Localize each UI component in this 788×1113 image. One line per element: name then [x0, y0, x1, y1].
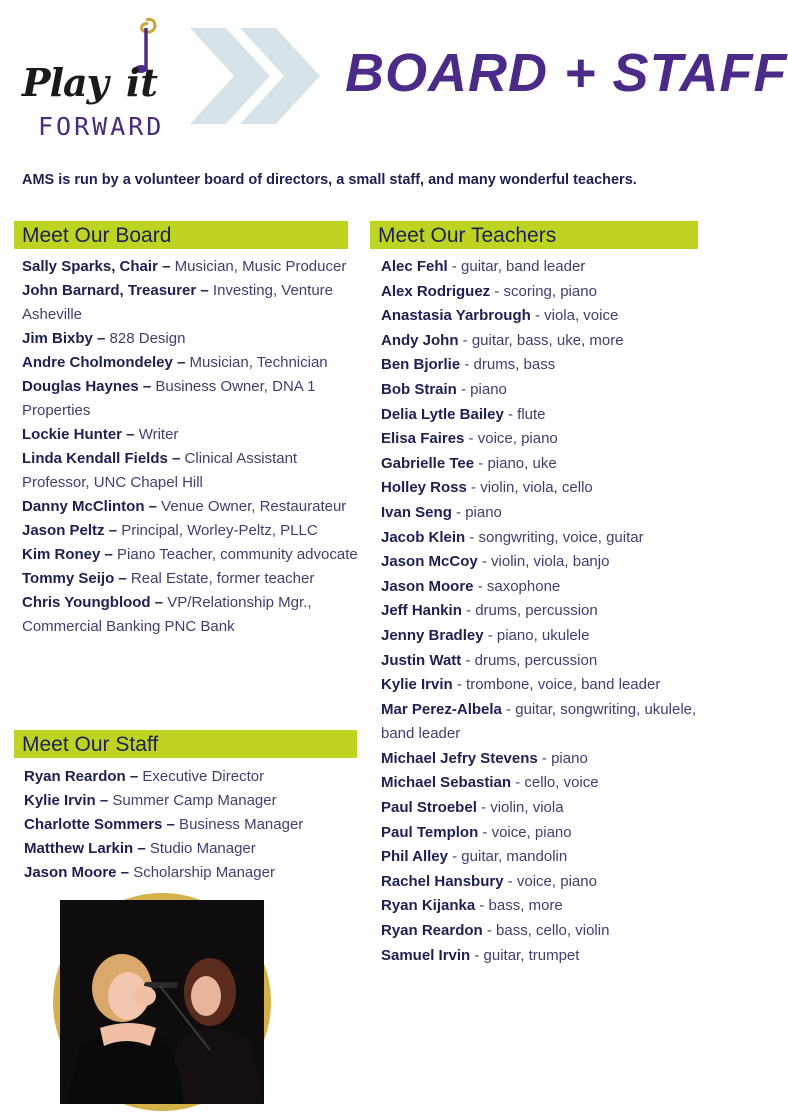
board-member — [22, 375, 367, 423]
member-role: Venue Owner, Restaurateur — [157, 498, 347, 515]
teacher-item — [381, 403, 701, 428]
member-role: Summer Camp Manager — [108, 792, 277, 809]
member-role: - drums, bass — [460, 356, 556, 374]
member-name: Ryan Kijanka — [381, 897, 476, 915]
staff-member — [24, 861, 354, 885]
member-name: Jim Bixby – — [22, 330, 106, 347]
teacher-item — [381, 304, 701, 329]
member-role: - voice, piano — [464, 430, 558, 448]
teacher-item — [381, 452, 701, 477]
board-member — [22, 567, 367, 591]
performers-photo — [60, 900, 264, 1104]
member-role: VP/Relationship Mgr., Commercial Banking PNC Bank — [22, 594, 312, 635]
logo-forward-text: FORWARD — [38, 112, 165, 141]
board-member — [22, 423, 367, 447]
page-title: BOARD + STAFF — [345, 43, 788, 103]
member-role: - guitar, trumpet — [470, 946, 580, 964]
member-name: Paul Stroebel — [381, 799, 477, 817]
member-name: Sally Sparks, Chair – — [22, 258, 171, 275]
board-heading: Meet Our Board — [14, 221, 348, 249]
member-name: Jeff Hankin — [381, 602, 462, 620]
board-member — [22, 447, 367, 495]
board-member — [22, 255, 367, 279]
member-name: Ivan Seng — [381, 503, 452, 521]
teacher-item — [381, 673, 701, 698]
teacher-item — [381, 944, 701, 969]
logo-it-text: it — [126, 60, 158, 105]
staff-heading: Meet Our Staff — [14, 730, 357, 758]
member-role: - violin, viola — [476, 799, 564, 817]
member-name: Linda Kendall Fields – — [22, 450, 181, 467]
member-role: - bass, more — [475, 897, 563, 915]
member-role: - piano — [456, 380, 507, 398]
member-name: Chris Youngblood – — [22, 594, 164, 611]
member-role: - drums, percussion — [461, 602, 598, 620]
staff-member — [24, 765, 354, 789]
member-role: Business Owner, DNA 1 Properties — [22, 378, 316, 419]
staff-member — [24, 813, 354, 837]
member-role: - cello, voice — [511, 774, 599, 792]
member-name: Paul Templon — [381, 823, 479, 841]
teacher-item — [381, 427, 701, 452]
member-role: Executive Director — [138, 768, 265, 785]
teacher-item — [381, 698, 701, 747]
teacher-item — [381, 255, 701, 280]
teacher-item — [381, 845, 701, 870]
member-role: - guitar, mandolin — [447, 848, 568, 866]
staff-member — [24, 837, 354, 861]
board-member — [22, 591, 367, 639]
member-role: - piano, uke — [474, 454, 557, 472]
member-name: Kylie Irvin – — [24, 792, 109, 809]
teacher-item — [381, 649, 701, 674]
teacher-item — [381, 329, 701, 354]
chevron-arrows-icon — [190, 28, 330, 124]
member-role: - drums, percussion — [461, 651, 598, 669]
member-name: Ben Bjorlie — [381, 356, 461, 374]
member-name: Jason Moore — [381, 577, 474, 595]
member-name: Douglas Haynes – — [22, 378, 152, 395]
member-role: - voice, piano — [503, 872, 597, 890]
member-name: Andy John — [381, 331, 459, 349]
staff-member — [24, 789, 354, 813]
teacher-item — [381, 550, 701, 575]
teacher-item — [381, 747, 701, 772]
member-name: Jason Peltz – — [22, 522, 118, 539]
member-name: Ryan Reardon – — [24, 768, 139, 785]
member-role: - guitar, band leader — [447, 258, 586, 275]
logo-play-text: Play — [22, 60, 108, 105]
member-name: Mar Perez-Albela — [381, 700, 502, 718]
member-name: Jason Moore – — [24, 864, 130, 881]
teachers-list — [381, 255, 701, 968]
board-member — [22, 327, 367, 351]
member-name: Samuel Irvin — [381, 946, 471, 964]
intro-text: AMS is run by a volunteer board of directors, a small staff, and many wonderful teachers. — [22, 172, 637, 188]
member-role: - piano — [537, 749, 588, 767]
member-name: Justin Watt — [381, 651, 462, 669]
teacher-item — [381, 919, 701, 944]
teacher-item — [381, 353, 701, 378]
member-name: Holley Ross — [381, 479, 467, 497]
teacher-item — [381, 501, 701, 526]
teacher-item — [381, 796, 701, 821]
member-role: - viola, voice — [530, 307, 619, 325]
member-name: Rachel Hansbury — [381, 872, 504, 890]
member-role: Piano Teacher, community advocate — [112, 546, 358, 563]
performers-photo-frame — [53, 893, 271, 1111]
member-role: - guitar, bass, uke, more — [458, 331, 624, 349]
teachers-heading: Meet Our Teachers — [370, 221, 698, 249]
member-name: Lockie Hunter – — [22, 426, 135, 443]
member-role: - piano, ukulele — [483, 626, 590, 644]
member-role: 828 Design — [105, 330, 186, 347]
member-role: - guitar, songwriting, ukulele, band leader — [381, 700, 697, 743]
member-name: Kylie Irvin — [381, 676, 453, 694]
member-name: Phil Alley — [381, 848, 448, 866]
member-name: Tommy Seijo – — [22, 570, 127, 587]
member-name: Danny McClinton – — [22, 498, 158, 515]
member-name: Jacob Klein — [381, 528, 466, 546]
member-role: - trombone, voice, band leader — [452, 676, 661, 694]
member-name: Delia Lytle Bailey — [381, 405, 504, 423]
member-role: Investing, Venture Asheville — [22, 282, 333, 323]
member-role: Real Estate, former teacher — [126, 570, 315, 587]
member-role: Studio Manager — [145, 840, 256, 857]
board-list — [22, 255, 367, 639]
singers-illustration — [60, 900, 264, 1104]
board-member — [22, 351, 367, 375]
member-role: - voice, piano — [478, 823, 572, 841]
member-name: Michael Sebastian — [381, 774, 512, 792]
member-role: - saxophone — [473, 577, 561, 595]
member-name: Jenny Bradley — [381, 626, 484, 644]
member-role: Principal, Worley-Peltz, PLLC — [117, 522, 318, 539]
member-name: John Barnard, Treasurer – — [22, 282, 209, 299]
member-name: Alex Rodriguez — [381, 282, 491, 300]
teacher-item — [381, 575, 701, 600]
teacher-item — [381, 599, 701, 624]
teacher-item — [381, 624, 701, 649]
member-name: Jason McCoy — [381, 553, 478, 571]
teacher-item — [381, 378, 701, 403]
member-role: Clinical Assistant Professor, UNC Chapel Hill — [22, 450, 298, 491]
teacher-item — [381, 476, 701, 501]
member-role: - scoring, piano — [490, 282, 597, 300]
member-role: - bass, cello, violin — [482, 922, 610, 940]
member-name: Gabrielle Tee — [381, 454, 475, 472]
teacher-item — [381, 526, 701, 551]
member-role: - songwriting, voice, guitar — [465, 528, 644, 546]
member-name: Kim Roney – — [22, 546, 113, 563]
board-member — [22, 543, 367, 567]
board-member — [22, 279, 367, 327]
member-role: Business Manager — [174, 816, 304, 833]
member-role: Musician, Technician — [185, 354, 328, 371]
teacher-item — [381, 894, 701, 919]
board-member — [22, 519, 367, 543]
member-role: Scholarship Manager — [129, 864, 275, 881]
member-name: Alec Fehl — [381, 258, 448, 275]
member-name: Andre Cholmondeley – — [22, 354, 186, 371]
member-name: Ryan Reardon — [381, 922, 483, 940]
member-name: Elisa Faires — [381, 430, 465, 448]
teacher-item — [381, 771, 701, 796]
play-it-forward-logo — [20, 14, 170, 139]
member-name: Charlotte Sommers – — [24, 816, 175, 833]
teacher-item — [381, 280, 701, 305]
member-role: - piano — [451, 503, 502, 521]
member-role: Musician, Music Producer — [170, 258, 347, 275]
member-name: Anastasia Yarbrough — [381, 307, 531, 325]
teacher-item — [381, 821, 701, 846]
member-name: Michael Jefry Stevens — [381, 749, 538, 767]
staff-list — [24, 765, 354, 885]
teacher-item — [381, 870, 701, 895]
member-role: - violin, viola, banjo — [477, 553, 610, 571]
board-member — [22, 495, 367, 519]
member-role: - flute — [503, 405, 546, 423]
member-name: Bob Strain — [381, 380, 457, 398]
member-role: - violin, viola, cello — [466, 479, 593, 497]
member-role: Writer — [134, 426, 179, 443]
member-name: Matthew Larkin – — [24, 840, 146, 857]
